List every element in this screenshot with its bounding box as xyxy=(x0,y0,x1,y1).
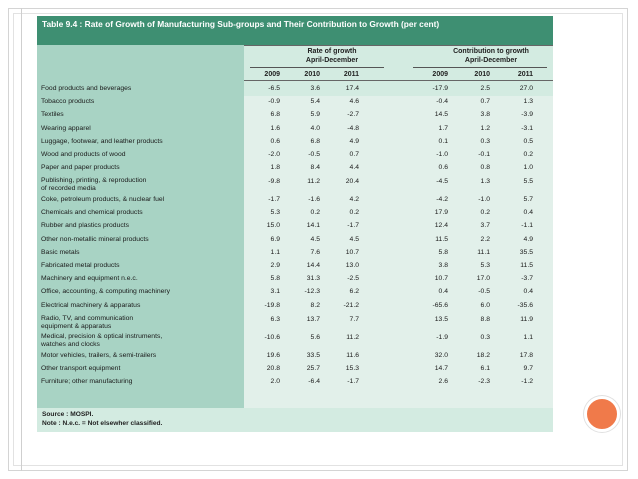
cell-value: 5.8 xyxy=(438,248,448,256)
cell-value: 11.1 xyxy=(477,248,490,256)
cell-value: 3.1 xyxy=(270,288,280,296)
cell-value: 0.4 xyxy=(523,209,533,217)
cell-value: 0.2 xyxy=(480,209,490,217)
cell-value: -1.7 xyxy=(268,196,280,203)
row-label xyxy=(41,378,241,386)
table-row xyxy=(37,164,553,175)
slide-left-rule xyxy=(8,8,22,471)
table-row xyxy=(37,125,553,136)
row-label-line: Basic metals xyxy=(41,248,80,256)
cell-value: -3.7 xyxy=(521,275,533,283)
row-label xyxy=(41,164,241,172)
row-label xyxy=(41,365,241,373)
accent-circle xyxy=(584,396,620,432)
cell-value: 0.6 xyxy=(270,137,280,145)
row-label xyxy=(41,85,241,93)
year-header: 2010 xyxy=(474,71,490,78)
cell-value: 0.7 xyxy=(480,98,490,106)
header-top-rule xyxy=(244,45,553,46)
cell-value: -1.7 xyxy=(347,378,359,386)
cell-value: -4.8 xyxy=(347,124,359,132)
year-header: 2010 xyxy=(304,71,320,78)
cell-value: -4.5 xyxy=(436,178,448,186)
row-label-line: Office, accounting, & computing machinery xyxy=(41,288,171,296)
cell-value: -1.6 xyxy=(308,196,320,203)
cell-value: -0.5 xyxy=(478,288,490,296)
table-row xyxy=(37,111,553,122)
cell-value: 17.9 xyxy=(434,209,448,217)
row-label-line: Publishing, printing, & reproduction xyxy=(41,177,147,185)
cell-value: 1.3 xyxy=(523,98,533,106)
cell-value: 0.4 xyxy=(523,288,533,296)
cell-value: -0.1 xyxy=(478,151,490,158)
table-row xyxy=(37,98,553,109)
cell-value: 2.6 xyxy=(438,378,448,386)
table-row xyxy=(37,249,553,260)
cell-value: -19.8 xyxy=(264,301,280,309)
row-label-line: Medical, precision & optical instruments, xyxy=(41,333,163,341)
cell-value: 11.6 xyxy=(346,352,359,359)
row-label-line: Luggage, footwear, and leather products xyxy=(41,137,163,145)
cell-value: 6.8 xyxy=(270,111,280,119)
cell-value: 8.8 xyxy=(480,315,490,323)
cell-value: 15.3 xyxy=(345,365,359,373)
cell-value: -1.0 xyxy=(436,151,448,158)
row-label-line: Coke, petroleum products, & nuclear fuel xyxy=(41,196,165,203)
cell-value: 2.0 xyxy=(270,378,280,386)
cell-value: -12.3 xyxy=(304,288,320,296)
cell-value: 3.7 xyxy=(480,222,490,230)
cell-value: 5.9 xyxy=(310,111,320,119)
cell-value: 6.2 xyxy=(349,288,359,296)
source-note: Source : MOSPI. xyxy=(42,411,94,418)
row-label xyxy=(41,333,241,349)
table-row xyxy=(37,302,553,313)
row-label xyxy=(41,275,241,283)
cell-value: 5.5 xyxy=(523,178,533,186)
cell-value: 8.4 xyxy=(310,164,320,172)
cell-value: 10.7 xyxy=(434,275,448,283)
table-row xyxy=(37,177,553,193)
cell-value: 1.0 xyxy=(523,164,533,172)
cell-value: 0.5 xyxy=(523,137,533,145)
row-label xyxy=(41,249,241,257)
group-header-contribution xyxy=(429,47,553,65)
cell-value: 14.4 xyxy=(306,262,320,269)
cell-value: 7.7 xyxy=(349,315,359,323)
year-header: 2009 xyxy=(264,71,280,78)
cell-value: -10.6 xyxy=(264,334,280,342)
cell-value: -2.5 xyxy=(347,275,359,283)
cell-value: 14.5 xyxy=(434,111,448,119)
cell-value: -9.8 xyxy=(268,178,280,186)
cell-value: 1.1 xyxy=(270,248,280,256)
table-footer xyxy=(37,408,553,432)
row-label-line: equipment & apparatus xyxy=(41,322,112,330)
row-label-line: Paper and paper products xyxy=(41,164,120,172)
group-header-rate xyxy=(267,47,397,65)
row-label-line: of recorded media xyxy=(41,185,96,193)
cell-value: 11.2 xyxy=(346,334,359,342)
row-label-line: Other transport equipment xyxy=(41,365,121,373)
cell-value: 11.9 xyxy=(520,315,533,323)
cell-value: 35.5 xyxy=(519,248,533,256)
cell-value: 0.4 xyxy=(438,288,448,296)
row-label-line: Other non-metallic mineral products xyxy=(41,235,149,243)
cell-value: -4.2 xyxy=(436,196,448,203)
row-label xyxy=(41,315,241,331)
cell-value: 13.0 xyxy=(345,262,359,269)
row-label xyxy=(41,177,241,193)
cell-value: 17.4 xyxy=(345,85,359,92)
cell-value: 9.7 xyxy=(523,365,533,373)
row-label xyxy=(41,98,241,106)
row-label-line: Radio, TV, and communication xyxy=(41,314,134,322)
row-label-line: Tobacco products xyxy=(41,98,95,106)
cell-value: 5.7 xyxy=(523,196,533,203)
cell-value: 4.4 xyxy=(349,164,359,172)
row-label-line: Food products and beverages xyxy=(41,85,132,92)
group-header-rate-line2: April-December xyxy=(305,57,359,64)
cell-value: 5.8 xyxy=(270,275,280,283)
cell-value: 14.7 xyxy=(434,365,448,373)
table-row xyxy=(37,151,553,162)
row-label-line: Furniture; other manufacturing xyxy=(41,378,133,386)
row-label-line: Textiles xyxy=(41,111,64,119)
cell-value: 1.7 xyxy=(438,124,448,132)
group-rule-contribution xyxy=(413,67,547,68)
cell-value: 1.2 xyxy=(480,124,490,132)
year-header: 2011 xyxy=(517,71,533,78)
cell-value: 4.9 xyxy=(523,235,533,243)
cell-value: -0.4 xyxy=(436,98,448,106)
cell-value: -1.0 xyxy=(478,196,490,203)
cell-value: -2.0 xyxy=(268,151,280,158)
cell-value: -3.1 xyxy=(521,124,533,132)
table-row xyxy=(37,138,553,149)
cell-value: -35.6 xyxy=(517,301,533,309)
table-row xyxy=(37,275,553,286)
table-row xyxy=(37,365,553,376)
cell-value: 4.5 xyxy=(310,235,320,243)
cell-value: 0.6 xyxy=(438,164,448,172)
table-row xyxy=(37,378,553,389)
row-label-line: Wood and products of wood xyxy=(41,151,126,158)
row-label-line: Electrical machinery & apparatus xyxy=(41,301,141,309)
cell-value: 6.8 xyxy=(310,137,320,145)
cell-value: 2.2 xyxy=(480,235,490,243)
cell-value: -0.9 xyxy=(268,98,280,106)
cell-value: 20.8 xyxy=(266,365,280,373)
group-header-contribution-line2: April-December xyxy=(464,57,518,64)
cell-value: 19.6 xyxy=(266,352,280,359)
table-row xyxy=(37,352,553,363)
cell-value: 20.4 xyxy=(345,178,359,186)
cell-value: -1.2 xyxy=(521,378,533,386)
table-row xyxy=(37,209,553,220)
row-label xyxy=(41,196,241,204)
cell-value: 32.0 xyxy=(434,352,448,359)
cell-value: 31.3 xyxy=(306,275,320,283)
cell-value: 2.5 xyxy=(480,85,490,92)
cell-value: 12.4 xyxy=(434,222,448,230)
row-label xyxy=(41,111,241,119)
cell-value: 6.0 xyxy=(480,301,490,309)
table-row xyxy=(37,288,553,299)
cell-value: 0.2 xyxy=(349,209,359,217)
cell-value: -6.5 xyxy=(268,85,280,92)
cell-value: 13.5 xyxy=(434,315,448,323)
cell-value: 0.2 xyxy=(310,209,320,217)
cell-value: 5.3 xyxy=(270,209,280,217)
table-row xyxy=(37,262,553,273)
cell-value: 17.0 xyxy=(476,275,490,283)
group-header-rate-line1: Rate of growth xyxy=(307,48,357,55)
cell-value: 3.8 xyxy=(480,111,490,119)
cell-value: -2.7 xyxy=(347,111,359,119)
growth-table xyxy=(37,16,553,432)
cell-value: 5.6 xyxy=(310,334,320,342)
cell-value: 0.8 xyxy=(480,164,490,172)
cell-value: -65.6 xyxy=(432,301,448,309)
cell-value: -1.7 xyxy=(347,222,359,230)
table-row xyxy=(37,236,553,247)
cell-value: 17.8 xyxy=(519,352,533,359)
cell-value: 4.0 xyxy=(310,124,320,132)
row-label xyxy=(41,138,241,146)
cell-value: 13.7 xyxy=(306,315,320,323)
cell-value: 33.5 xyxy=(306,352,320,359)
cell-value: -1.1 xyxy=(521,222,533,230)
table-row xyxy=(37,85,553,96)
cell-value: 7.6 xyxy=(310,248,320,256)
cell-value: -3.9 xyxy=(521,111,533,119)
cell-value: 6.9 xyxy=(270,235,280,243)
cell-value: 2.9 xyxy=(270,262,280,269)
cell-value: 10.7 xyxy=(345,248,359,256)
cell-value: 18.2 xyxy=(476,352,490,359)
cell-value: -6.4 xyxy=(308,378,320,386)
row-label xyxy=(41,222,241,230)
cell-value: 4.2 xyxy=(349,196,359,203)
cell-value: 4.9 xyxy=(349,137,359,145)
cell-value: 0.2 xyxy=(523,151,533,158)
cell-value: 1.1 xyxy=(523,334,533,342)
cell-value: 0.3 xyxy=(480,137,490,145)
cell-value: -2.3 xyxy=(478,378,490,386)
cell-value: 8.2 xyxy=(310,301,320,309)
cell-value: 4.6 xyxy=(349,98,359,106)
row-label-line: Machinery and equipment n.e.c. xyxy=(41,275,138,283)
row-label-line: watches and clocks xyxy=(41,341,100,349)
table-title: Table 9.4 : Rate of Growth of Manufacturing Sub-groups and Their Contribution to Growth (per cent) xyxy=(37,16,553,45)
table-row xyxy=(37,333,553,349)
year-header: 2009 xyxy=(432,71,448,78)
cell-value: 3.6 xyxy=(310,85,320,92)
cell-value: 3.8 xyxy=(438,262,448,269)
cell-value: 5.3 xyxy=(480,262,490,269)
group-header-contribution-line1: Contribution to growth xyxy=(453,48,529,55)
row-label-line: Wearing apparel xyxy=(41,124,91,132)
cell-value: -21.2 xyxy=(343,301,359,309)
row-label xyxy=(41,125,241,133)
row-label xyxy=(41,236,241,244)
cell-value: -17.9 xyxy=(432,85,448,92)
row-label xyxy=(41,352,241,360)
cell-value: 4.5 xyxy=(349,235,359,243)
cell-value: -0.5 xyxy=(308,151,320,158)
cell-value: 25.7 xyxy=(306,365,320,373)
cell-value: 14.1 xyxy=(306,222,320,230)
cell-value: 11.5 xyxy=(435,235,448,243)
cell-value: 1.6 xyxy=(270,124,280,132)
cell-value: 11.5 xyxy=(520,262,533,269)
cell-value: 15.0 xyxy=(266,222,280,230)
cell-value: 5.4 xyxy=(310,98,320,106)
row-label xyxy=(41,302,241,310)
row-label xyxy=(41,151,241,159)
row-label-line: Rubber and plastics products xyxy=(41,222,130,230)
cell-value: 27.0 xyxy=(519,85,533,92)
cell-value: 0.1 xyxy=(438,137,448,145)
cell-value: 1.3 xyxy=(480,178,490,186)
cell-value: 6.1 xyxy=(480,365,490,373)
year-header: 2011 xyxy=(343,71,359,78)
row-label xyxy=(41,209,241,217)
year-rule xyxy=(244,80,553,81)
table-row xyxy=(37,222,553,233)
group-rule-rate xyxy=(250,67,384,68)
cell-value: 11.2 xyxy=(307,178,320,186)
table-row xyxy=(37,315,553,331)
row-label-line: Chemicals and chemical products xyxy=(41,209,143,217)
table-row xyxy=(37,196,553,207)
abbreviation-note: Note : N.e.c. = Not elsewher classified. xyxy=(42,420,163,427)
cell-value: 6.3 xyxy=(270,315,280,323)
row-label xyxy=(41,262,241,270)
row-label xyxy=(41,288,241,296)
cell-value: 1.8 xyxy=(270,164,280,172)
cell-value: 0.3 xyxy=(480,334,490,342)
cell-value: 0.7 xyxy=(349,151,359,158)
cell-value: -1.9 xyxy=(436,334,448,342)
row-label-line: Fabricated metal products xyxy=(41,262,120,269)
row-label-line: Motor vehicles, trailers, & semi-trailers xyxy=(41,352,157,359)
